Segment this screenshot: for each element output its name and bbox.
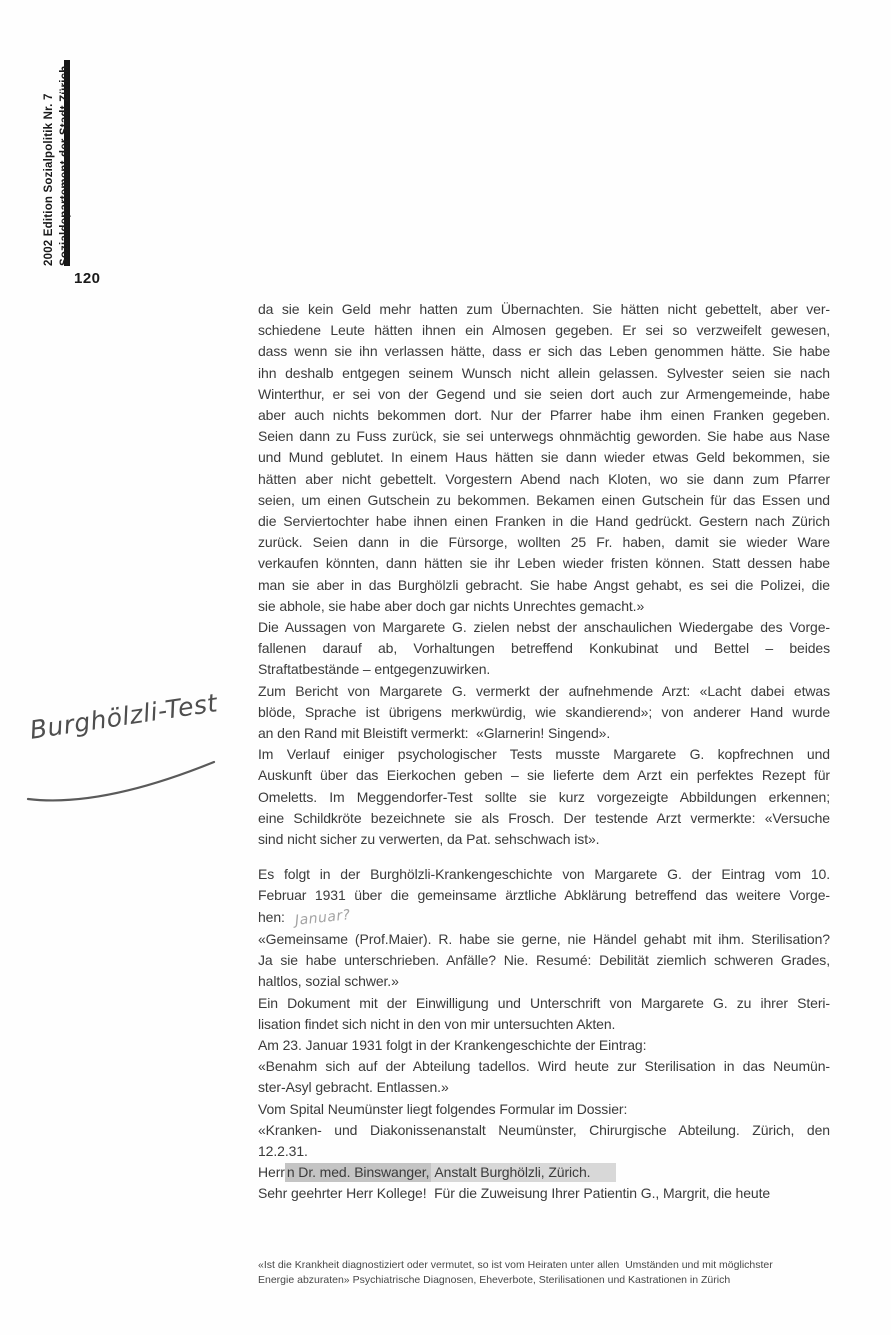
edition-line-2: Sozialdepartement der Stadt Zürich (59, 65, 71, 266)
text-line: fallenen darauf ab, Vorhaltungen betreffend Konkubinat und Bettel – beides (258, 640, 830, 657)
text-line: zurück. Seien dann in die Fürsorge, wollten 25 Fr. haben, damit sie wieder Ware (258, 534, 830, 551)
paragraph (258, 1120, 830, 1162)
edition-imprint (41, 60, 77, 266)
paragraph (258, 744, 830, 850)
text-line: seien, um einen Gutschein zu bekommen. Bekamen einen Gutschein für das Essen und (258, 491, 830, 508)
text-line: Im Verlauf einiger psychologischer Tests musste Margarete G. kopfrechnen und (258, 746, 830, 763)
highlighted-text-line (258, 1162, 830, 1183)
text-line: «Benahm sich auf der Abteilung tadellos. Wird heute zur Sterilisation in das Neumün- (258, 1058, 830, 1075)
text-line: Es folgt in der Burghölzli-Krankengeschichte von Margarete G. der Eintrag vom 10. (258, 866, 830, 883)
text-line: Am 23. Januar 1931 folgt in der Krankengeschichte der Eintrag: (258, 1036, 647, 1053)
handwritten-margin-note (22, 688, 247, 812)
paragraph (258, 929, 830, 993)
highlight-span: Anstalt Burghölzli, Zürich. (431, 1163, 616, 1182)
text-line: aber auch nichts bekommen dort. Nur der Pfarrer habe ihm einen Franken gegeben. (258, 407, 830, 424)
text-line: hen: Januar? (258, 907, 830, 929)
text-line: und Mund geblutet. In einem Haus hätten sie dann wieder etwas Geld bekommen, sie (258, 449, 830, 466)
text-line: Zum Bericht von Margarete G. vermerkt der aufnehmende Arzt: «Lacht dabei etwas (258, 682, 830, 699)
text-line: Seien dann zu Fuss zurück, sie sei unterwegs ohnmächtig geworden. Sie habe aus Nase (258, 428, 830, 445)
text-line: «Gemeinsame (Prof.Maier). R. habe sie gerne, nie Händel gehabt mit ihm. Sterilisation? (258, 930, 830, 947)
text-line: Sehr geehrter Herr Kollege! Für die Zuweisung Ihrer Patientin G., Margrit, die heute (258, 1185, 771, 1202)
text-line: sie abhole, sie habe aber doch gar nichts Unrechtes gemacht.» (258, 597, 645, 614)
paragraph (258, 1099, 830, 1120)
text-line: verkaufen könnten, dann hätten sie ihr Leben wieder fristen können. Statt dessen habe (258, 555, 830, 572)
text-line: ster-Asyl gebracht. Entlassen.» (258, 1079, 449, 1096)
paragraph (258, 1056, 830, 1098)
text-line: sind nicht sicher zu verwerten, da Pat. sehschwach ist». (258, 831, 600, 848)
handwritten-underline (22, 700, 247, 812)
text-line: Straftatbestände – entgegenzuwirken. (258, 661, 491, 678)
highlight-span: n Dr. med. Binswanger, (286, 1164, 430, 1181)
footnote-line-1: «Ist die Krankheit diagnostiziert oder vermutet, so ist vom Heiraten unter allen Umständen und mit möglichster (258, 1259, 773, 1271)
text-line: Die Aussagen von Margarete G. zielen nebst der anschaulichen Wiedergabe des Vorge- (258, 619, 830, 636)
paragraph (258, 617, 830, 681)
paragraph (258, 681, 830, 745)
text-line: lisation findet sich nicht in den von mir untersuchten Akten. (258, 1015, 616, 1032)
text-line: Omeletts. Im Meggendorfer-Test sollte sie kurz vorgezeigte Abbildungen erkennen; (258, 788, 830, 805)
paragraph (258, 1183, 830, 1204)
text-line: da sie kein Geld mehr hatten zum Übernachten. Sie hätten nicht gebettelt, aber ver- (258, 301, 830, 317)
text-line: ihn deshalb entgegen seinem Wunsch nicht allein gelassen. Sylvester seien sie nach (258, 364, 830, 381)
footnote (258, 1258, 840, 1287)
paragraph (258, 1035, 830, 1056)
text-line: hätten aber nicht gebettelt. Vorgestern Abend nach Kloten, wo sie dann zum Pfarrer (258, 470, 830, 487)
footnote-line-2: Energie abzuraten» Psychiatrische Diagnosen, Eheverbote, Sterilisationen und Kastrationen in Zürich (258, 1273, 731, 1286)
text-line: dass wenn sie ihn verlassen hätte, dass er sich das Leben genommen hätte. Sie habe (258, 343, 830, 360)
text-line: Ja sie habe unterschrieben. Anfälle? Nie. Resumé: Debilität ziemlich schweren Grades, (258, 952, 830, 969)
text-span: Herr (258, 1164, 285, 1181)
paragraph (258, 299, 830, 617)
text-line: 12.2.31. (258, 1142, 308, 1159)
text-line: die Serviertochter habe ihnen einen Franken in die Hand gedrückt. Gestern nach Zürich (258, 513, 830, 530)
paragraph (258, 993, 830, 1035)
text-line: blöde, Sprache ist übrigens merkwürdig, wie skandierend»; von anderer Hand wurde (258, 703, 830, 720)
text-line: man sie aber in das Burghölzli gebracht. Sie habe Angst gehabt, es sei die Polizei, die (258, 576, 830, 593)
text-line: Ein Dokument mit der Einwilligung und Unterschrift von Margarete G. zu ihrer Steri- (258, 994, 830, 1011)
handwritten-margin-note-text: Burghölzli-Test (27, 688, 220, 745)
paragraph (258, 864, 830, 929)
text-line: eine Schildkröte bezeichnete sie als Frosch. Der testende Arzt vermerkte: «Versuche (258, 809, 830, 826)
text-line: Winterthur, er sei von der Gegend und sie seien dort auch zur Armengemeinde, habe (258, 385, 830, 402)
handwritten-inline-note: Januar? (294, 906, 352, 929)
text-line: Vom Spital Neumünster liegt folgendes Formular im Dossier: (258, 1100, 628, 1117)
edition-line-1: 2002 Edition Sozialpolitik Nr. 7 (43, 93, 55, 266)
page-number: 120 (74, 270, 101, 287)
text-line: Auskunft über das Eierkochen geben – sie lieferte dem Arzt ein perfektes Rezept für (258, 767, 830, 784)
text-line: «Kranken- und Diakonissenanstalt Neumünster, Chirurgische Abteilung. Zürich, den (258, 1121, 830, 1138)
text-line: schiedene Leute hätten ihnen ein Almosen gegeben. Er sei so verzweifelt gewesen, (258, 322, 830, 339)
text-line: Februar 1931 über die gemeinsame ärztliche Abklärung betreffend das weitere Vorge- (258, 887, 830, 904)
text-line: an den Rand mit Bleistift vermerkt: «Glarnerin! Singend». (258, 725, 611, 742)
paragraph (258, 1162, 830, 1183)
body-text (258, 299, 830, 1205)
text-line: haltlos, sozial schwer.» (258, 973, 399, 990)
